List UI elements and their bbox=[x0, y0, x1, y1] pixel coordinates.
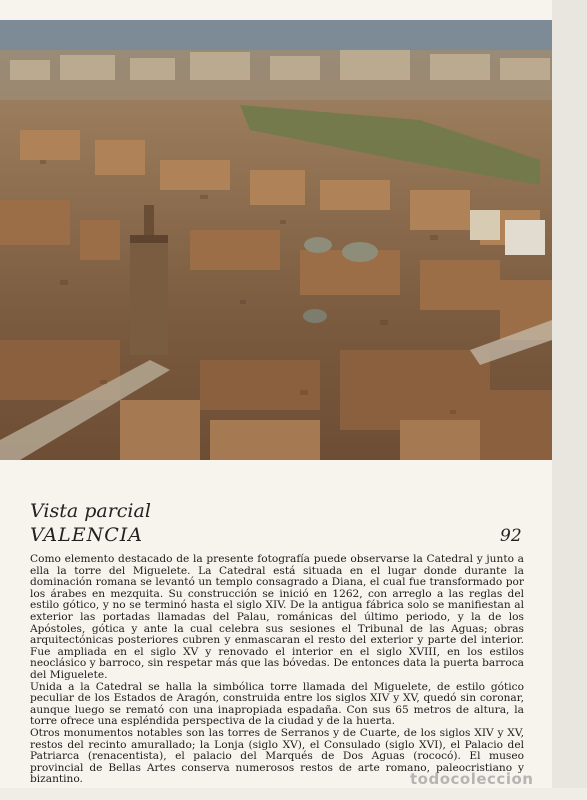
watermark-logo: todocoleccion bbox=[410, 770, 534, 788]
bottom-strip bbox=[0, 788, 587, 800]
page-edge bbox=[552, 0, 587, 800]
city-illustration bbox=[0, 20, 552, 460]
page-number: 92 bbox=[500, 526, 522, 546]
description-text bbox=[30, 554, 524, 786]
caption-subtitle: Vista parcial bbox=[30, 500, 151, 522]
aerial-city-photo bbox=[0, 20, 552, 460]
paragraph-monuments: Otros monumentos notables son las torres de Serranos y de Cuarte, de los siglos XIV y XV, restos del recinto amurallado; la Lonja (siglo XV), el Consulado (siglo XVI), el Palacio del Patriarca (renacentista), el palacio del Marqués de Dos Aguas (rococó). El museo provincial de Bellas Artes conserva numerosos restos de arte romano, paleocristiano y bizantino. bbox=[30, 726, 524, 786]
paragraph-miguelete: Unida a la Catedral se halla la simbólica torre llamada del Miguelete, de estilo gótico peculiar de los Estados de Aragón, construida entre los siglos XIV y XV, quedó sin coronar, aunque luego se remató con una inapropiada espadaña. Con sus 65 metros de altura, la torre ofrece una espléndida perspectiva de la ciudad y de la huerta. bbox=[30, 680, 524, 728]
paragraph-cathedral: Como elemento destacado de la presente fotografía puede observarse la Catedral y junto a ella la torre del Miguelete. La Catedral está situada en el lugar donde durante la dominación romana se levantó un templo consagrado a Diana, el cual fue transformado por los árabes en mezquita. Su construcción se inició en 1262, con arreglo a las reglas del estilo gótico, y no se terminó hasta el siglo XIV. De la antigua fábrica solo se manifiestan al exterior las portadas llamadas del Palau, románicas del último periodo, y la de los Apóstoles, gótica y ante la cual celebra sus sesiones el Tribunal de las Aguas; obras arquitectónicas posteriores cubren y enmascaran el resto del exterior y parte del interior. Fue ampliada en el siglo XV y renovado el interior en el siglo XVIII, en los estilos neoclásico y barroco, sin respetar más que las bóvedas. De entonces data la puerta barroca del Miguelete. bbox=[30, 553, 524, 681]
caption-title: VALENCIA bbox=[30, 524, 144, 546]
